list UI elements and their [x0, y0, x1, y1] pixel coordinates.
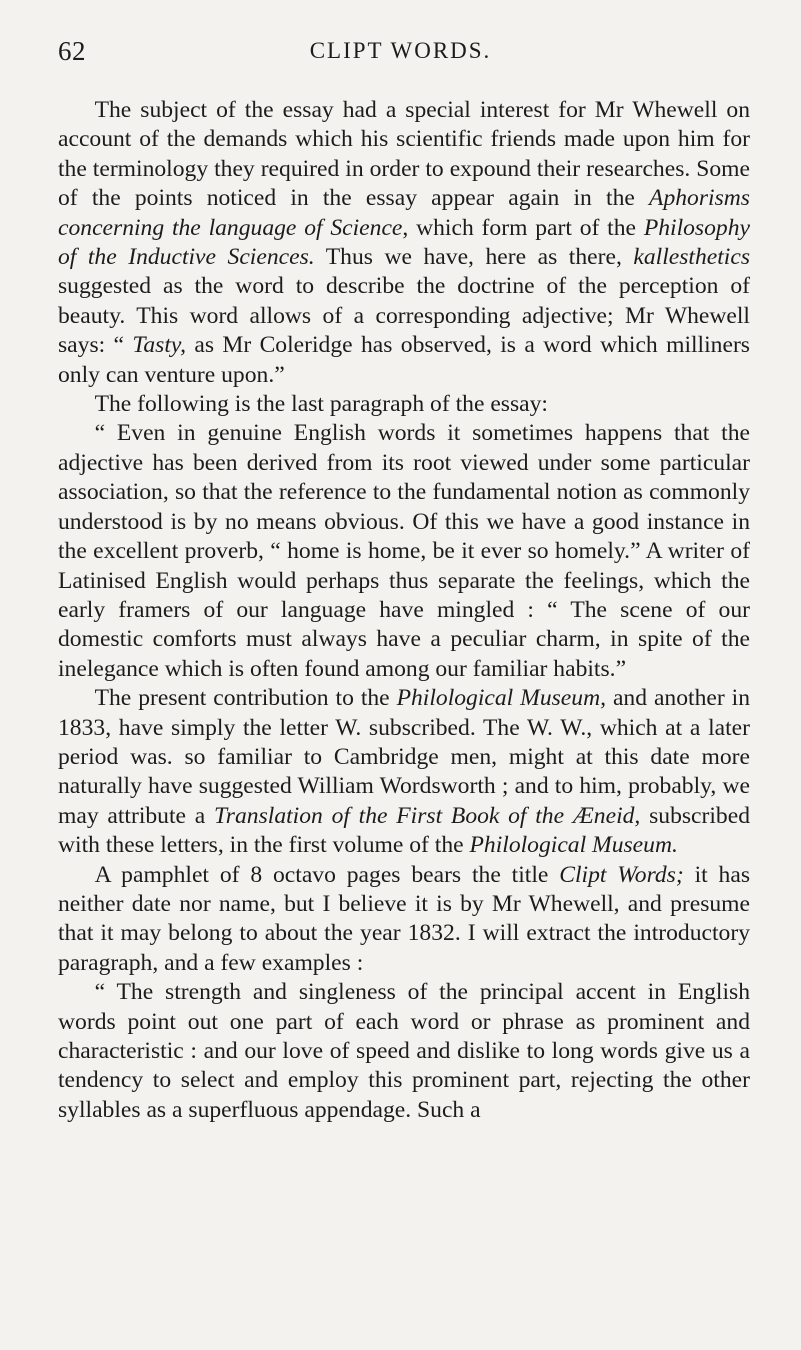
- text-run: , which form part of the: [402, 214, 644, 241]
- text-run: suggested as the word to describe the doctrine of the perception of beauty. This word allows of a corresponding adjective; Mr Whewell says: “: [58, 273, 750, 359]
- italic-title: Philological Museum,: [396, 685, 607, 712]
- text-run: “ Even in genuine English words it sometimes happens that the adjective has been derived from its root viewed under some particular association, so that the reference to the fundamental notion as commonly understood is by no means obvious. Of this we have a good instance in the excellent proverb, “ home is home, be it ever so homely.” A writer of Latinised English would perhaps thus separate the feelings, which the early framers of our language have mingled : “ The scene of our domestic comforts must always have a peculiar charm, in spite of the inelegance which is often found among our familiar habits.”: [58, 420, 750, 682]
- paragraph: [58, 419, 750, 684]
- paragraph: [58, 861, 750, 979]
- italic-title: Philosophy of the Inductive Sciences.: [58, 214, 750, 271]
- italic-title: kallesthetics: [633, 244, 750, 271]
- text-run: A pamphlet of 8 octavo pages bears the title: [94, 861, 560, 888]
- paragraph: [58, 390, 750, 419]
- text-run: The subject of the essay had a special interest for Mr Whewell on account of the demands which his scientific friends made upon him for the terminology they required in order to expound their researches. Some of the points noticed in the essay appear again in the: [58, 97, 750, 212]
- page-number: 62: [58, 36, 86, 66]
- paragraph: [58, 96, 750, 390]
- text-run: “ The strength and singleness of the principal accent in English words point out one part of each word or phrase as prominent and characteristic : and our love of speed and dislike to long words give us a tendency to select and employ this prominent part, rejecting the other syllables as a superfluous appendage. Such a: [58, 979, 750, 1123]
- text-run: as Mr Coleridge has observed, is a word which milliners only can venture upon.”: [58, 332, 750, 388]
- text-run: Thus we have, here as there,: [314, 244, 634, 271]
- text-run: it has neither date nor name, but I believe it is by Mr Whewell, and presume that it may belong to about the year 1832. I will extract the introductory paragraph, and a few examples :: [58, 861, 751, 976]
- italic-title: Clipt Words;: [559, 861, 684, 888]
- italic-title: Translation of the First Book of the Æneid,: [213, 802, 641, 829]
- italic-title: Tasty,: [132, 332, 186, 359]
- paragraph: [58, 978, 750, 1125]
- text-run: The following is the last paragraph of the essay:: [94, 391, 548, 418]
- body-text: [58, 96, 750, 1125]
- page-header: [58, 36, 743, 76]
- paragraph: [58, 684, 750, 860]
- italic-title: Philological Museum.: [469, 832, 678, 859]
- italic-title: Aphorisms concerning the language of Science: [58, 185, 750, 241]
- text-run: and another in 1833, have simply the letter W. subscribed. The W. W., which at a later period was. so familiar to Cambridge men, might at this date more naturally have suggested William Wordsworth ; and to him, probably, we may attribute a: [58, 685, 750, 829]
- text-run: The present contribution to the: [94, 685, 397, 712]
- running-title: CLIPT WORDS.: [309, 38, 492, 63]
- text-run: subscribed with these letters, in the first volume of the: [58, 802, 750, 859]
